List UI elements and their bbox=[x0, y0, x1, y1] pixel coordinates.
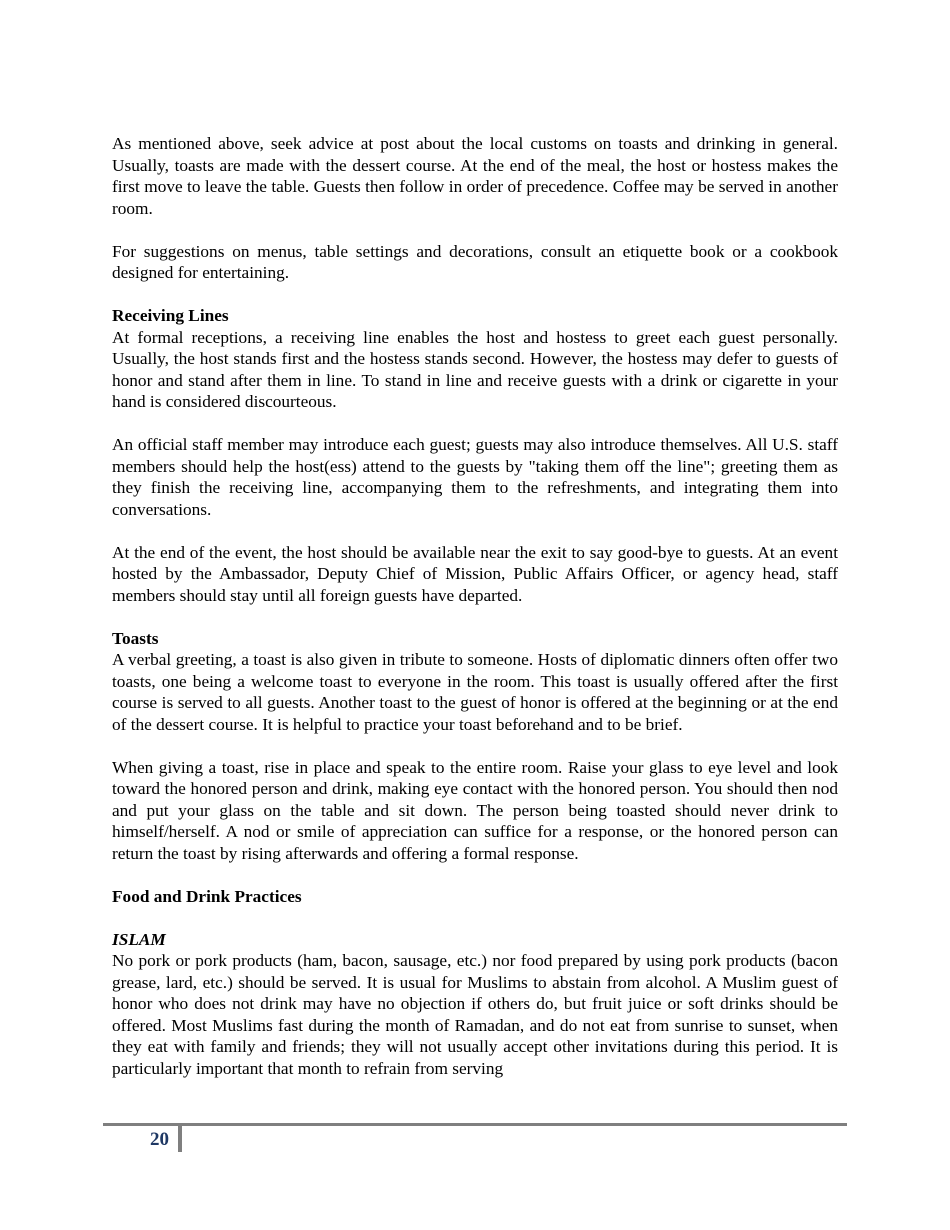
islam-heading: ISLAM bbox=[112, 929, 166, 949]
toasts-paragraph-1: A verbal greeting, a toast is also given in tribute to someone. Hosts of diplomatic dinners often offer two toasts, one being a welcome toast to everyone in the room. This toast is usually offered after the first course is served to all guests. Another toast to the guest of honor is offered at the beginning or at the end of the dessert course. It is helpful to practice your toast beforehand and to be brief. bbox=[112, 650, 838, 734]
intro-paragraph-2: For suggestions on menus, table settings and decorations, consult an etiquette book or a cookbook designed for entertaining. bbox=[112, 241, 838, 282]
page-number: 20 bbox=[150, 1129, 169, 1150]
receiving-lines-heading: Receiving Lines bbox=[112, 306, 229, 325]
receiving-lines-paragraph-2: An official staff member may introduce each guest; guests may also introduce themselves. All U.S. staff members should help the host(ess) attend to the guests by "taking them off the line"; greeting them as they finish the receiving line, accompanying them to the refreshments, and integrating them into conversations. bbox=[112, 435, 838, 519]
document-body bbox=[112, 133, 838, 1079]
footer-rule bbox=[103, 1123, 847, 1126]
page-number-divider bbox=[178, 1126, 182, 1152]
food-drink-heading: Food and Drink Practices bbox=[112, 886, 302, 906]
islam-paragraph: No pork or pork products (ham, bacon, sausage, etc.) nor food prepared by using pork products (bacon grease, lard, etc.) should be served. It is usual for Muslims to abstain from alcohol. A Muslim guest of honor who does not drink may have no objection if others do, but fruit juice or soft drinks should be offered. Most Muslims fast during the month of Ramadan, and do not eat from sunrise to sunset, when they eat with family and friends; they will not usually accept other invitations during this period. It is particularly important that month to refrain from serving bbox=[112, 951, 838, 1078]
receiving-lines-paragraph-3: At the end of the event, the host should be available near the exit to say good-bye to guests. At an event hosted by the Ambassador, Deputy Chief of Mission, Public Affairs Officer, or agency head, staff members should stay until all foreign guests have departed. bbox=[112, 542, 838, 605]
receiving-lines-paragraph-1: At formal receptions, a receiving line enables the host and hostess to greet each guest personally. Usually, the host stands first and the hostess stands second. However, the hostess may defer to guests of honor and stand after them in line. To stand in line and receive guests with a drink or cigarette in your hand is considered discourteous. bbox=[112, 327, 838, 411]
toasts-paragraph-2: When giving a toast, rise in place and speak to the entire room. Raise your glass to eye level and look toward the honored person and drink, making eye contact with the honored person. You should then nod and put your glass on the table and sit down. The person being toasted should never drink to himself/herself. A nod or smile of appreciation can suffice for a response, or the honored person can return the toast by rising afterwards and offering a formal response. bbox=[112, 757, 838, 863]
toasts-heading: Toasts bbox=[112, 628, 159, 648]
intro-paragraph-1: As mentioned above, seek advice at post about the local customs on toasts and drinking in general. Usually, toasts are made with the dessert course. At the end of the meal, the host or hostess makes the first move to leave the table. Guests then follow in order of precedence. Coffee may be served in another room. bbox=[112, 134, 838, 218]
